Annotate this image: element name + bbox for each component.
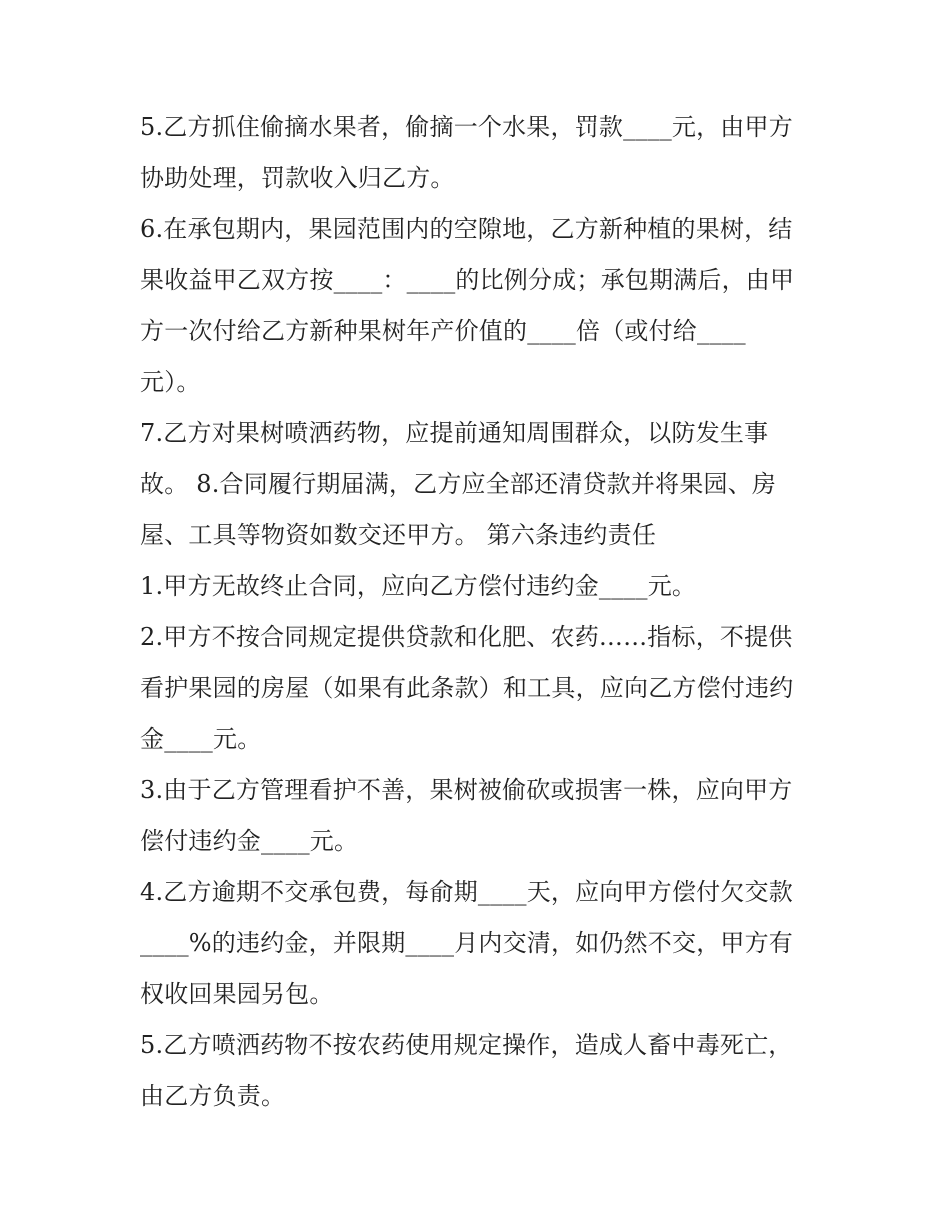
- text-line: 3.由于乙方管理看护不善，果树被偷砍或损害一株，应向甲方: [140, 776, 793, 804]
- text-line: 故。 8.合同履行期届满，乙方应全部还清贷款并将果园、房: [140, 470, 777, 498]
- text-line: 5.乙方喷洒药物不按农药使用规定操作，造成人畜中毒死亡，: [140, 1031, 793, 1059]
- text-line: 果收益甲乙双方按____：____的比例分成；承包期满后，由甲: [140, 266, 795, 294]
- text-line: 6.在承包期内，果园范围内的空隙地，乙方新种植的果树，结: [140, 215, 793, 243]
- text-line: 1.甲方无故终止合同，应向乙方偿付违约金____元。: [140, 572, 697, 600]
- document-body: [140, 102, 820, 1122]
- text-line: 由乙方负责。: [140, 1082, 286, 1110]
- text-line: 屋、工具等物资如数交还甲方。 第六条违约责任: [140, 521, 657, 549]
- text-line: 4.乙方逾期不交承包费，每俞期____天，应向甲方偿付欠交款: [140, 878, 793, 906]
- text-line: 方一次付给乙方新种果树年产价值的____倍（或付给____: [140, 317, 746, 345]
- text-line: 元）。: [140, 368, 201, 396]
- text-line: 权收回果园另包。: [140, 980, 334, 1008]
- text-line: 协助处理，罚款收入归乙方。: [140, 164, 455, 192]
- text-line: 看护果园的房屋（如果有此条款）和工具，应向乙方偿付违约: [140, 674, 794, 702]
- text-line: ____%的违约金，并限期____月内交清，如仍然不交，甲方有: [140, 929, 794, 957]
- text-line: 7.乙方对果树喷洒药物，应提前通知周围群众，以防发生事: [140, 419, 769, 447]
- text-line: 金____元。: [140, 725, 262, 753]
- text-line: 2.甲方不按合同规定提供贷款和化肥、农药……指标，不提供: [140, 623, 793, 651]
- text-line: 5.乙方抓住偷摘水果者，偷摘一个水果，罚款____元，由甲方: [140, 113, 793, 141]
- text-line: 偿付违约金____元。: [140, 827, 359, 855]
